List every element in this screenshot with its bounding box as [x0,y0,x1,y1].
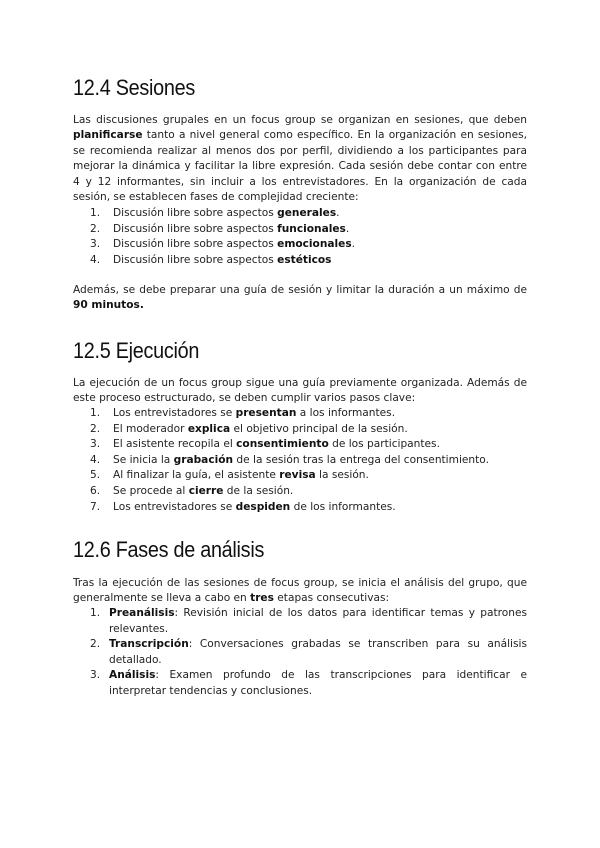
text-run: Se procede al [113,484,189,497]
list-number: 1. [90,407,101,419]
text-run: de la sesión. [223,484,294,497]
list-number: 6. [90,484,101,497]
list-item [73,253,527,269]
text-run: Discusión libre sobre aspectos [113,222,278,235]
list-number: 2. [90,222,101,235]
bold-run: emocionales [277,238,352,251]
text-run: Además, se debe preparar una guía de sesión y limitar la duración a un máximo de [73,284,527,296]
list-item [73,206,527,222]
sesiones-duration-paragraph [73,283,527,314]
bold-run: tres [250,592,274,605]
list-number: 1. [90,607,101,619]
text-run: Discusión libre sobre aspectos [113,238,278,251]
list-number: 3. [90,438,101,451]
text-run: Los entrevistadores se [113,407,236,419]
text-run: : Conversaciones grabadas se transcriben para su análisis detallado. [109,638,527,666]
text-run: El asistente recopila el [113,438,237,451]
bold-run: planificarse [73,129,143,142]
text-run: Discusión libre sobre aspectos [113,253,278,266]
text-run: Tras la ejecución de las sesiones de focus group, se inicia el análisis del grupo, que generalmente se lleva a cabo en [73,577,527,605]
text-run: La ejecución de un focus group sigue una guía previamente organizada. Además de este proceso estructurado, se deben cumplir varios pasos clave: [73,377,527,405]
list-item [73,222,527,238]
text-run: . [345,222,350,235]
list-number: 4. [90,453,101,466]
text-run: Se inicia la [113,453,174,466]
bold-run: despiden [235,500,291,513]
list-number: 2. [90,422,101,435]
list-item [73,422,527,438]
list-item [73,237,527,253]
list-item [73,468,527,484]
bold-run: consentimiento [236,438,329,451]
list-item [73,437,527,453]
bold-run: funcionales [277,222,346,235]
text-run: tanto a nivel general como específico. En la organización en sesiones, se recomienda realizar al menos dos por perfil, dividiendo a los participantes para mejorar la dinámica y facilitar la libre expresión. Cada sesión debe contar con entre 4 y 12 informantes, sin incluir a los entrevistadores. En la organización de cada sesión, se establecen fases de complejidad creciente: [73,129,527,204]
list-item [73,453,527,469]
sesiones-phase-list [73,206,527,268]
text-run: . [351,238,356,251]
bold-run: explica [187,422,231,435]
bold-run: presentan [235,407,297,419]
text-run: . [336,207,340,219]
list-item [73,668,527,699]
text-run: la sesión. [315,469,369,482]
list-number: 4. [90,253,101,266]
bold-run: Análisis [109,669,156,682]
text-run: Discusión libre sobre aspectos [113,207,278,219]
bold-run: Preanálisis [109,607,175,619]
text-run: Las discusiones grupales en un focus group se organizan en sesiones, que deben [73,114,527,126]
text-run: El moderador [113,422,188,435]
list-number: 5. [90,469,101,482]
analisis-intro-paragraph [73,576,527,607]
bold-run: estéticos [277,253,332,266]
bold-run: revisa [279,469,316,482]
section-heading-fases-de-analisis: 12.6 Fases de análisis [73,537,265,562]
text-run: Al finalizar la guía, el asistente [113,469,280,482]
list-number: 2. [90,638,101,651]
list-item [73,606,527,637]
section-heading-sesiones: 12.4 Sesiones [73,75,195,100]
list-number: 1. [90,207,101,219]
list-item [73,637,527,668]
list-number: 7. [90,500,101,513]
bold-run: 90 minutos. [73,299,144,312]
text-run: etapas consecutivas: [273,592,390,605]
list-number: 3. [90,669,101,682]
bold-run: cierre [188,484,224,497]
text-run: : Examen profundo de las transcripciones para identificar e interpretar tendencias y conclusiones. [109,669,527,697]
list-number: 3. [90,238,101,251]
list-item [73,406,527,422]
text-run: de los informantes. [290,500,396,513]
text-run: Los entrevistadores se [113,500,236,513]
text-run: el objetivo principal de la sesión. [230,422,408,435]
text-run: de los participantes. [328,438,440,451]
bold-run: generales [277,207,337,219]
analisis-phases-list [73,606,527,700]
bold-run: Transcripción [109,638,189,651]
section-heading-ejecucion: 12.5 Ejecución [73,338,200,363]
list-item [73,484,527,500]
text-run: : Revisión inicial de los datos para identificar temas y patrones relevantes. [109,607,527,635]
list-item [73,500,527,516]
bold-run: grabación [173,453,234,466]
sesiones-intro-paragraph [73,113,527,205]
ejecucion-steps-list [73,406,527,515]
ejecucion-intro-paragraph [73,376,527,407]
text-run: a los informantes. [296,407,396,419]
text-run: de la sesión tras la entrega del consentimiento. [233,453,489,466]
